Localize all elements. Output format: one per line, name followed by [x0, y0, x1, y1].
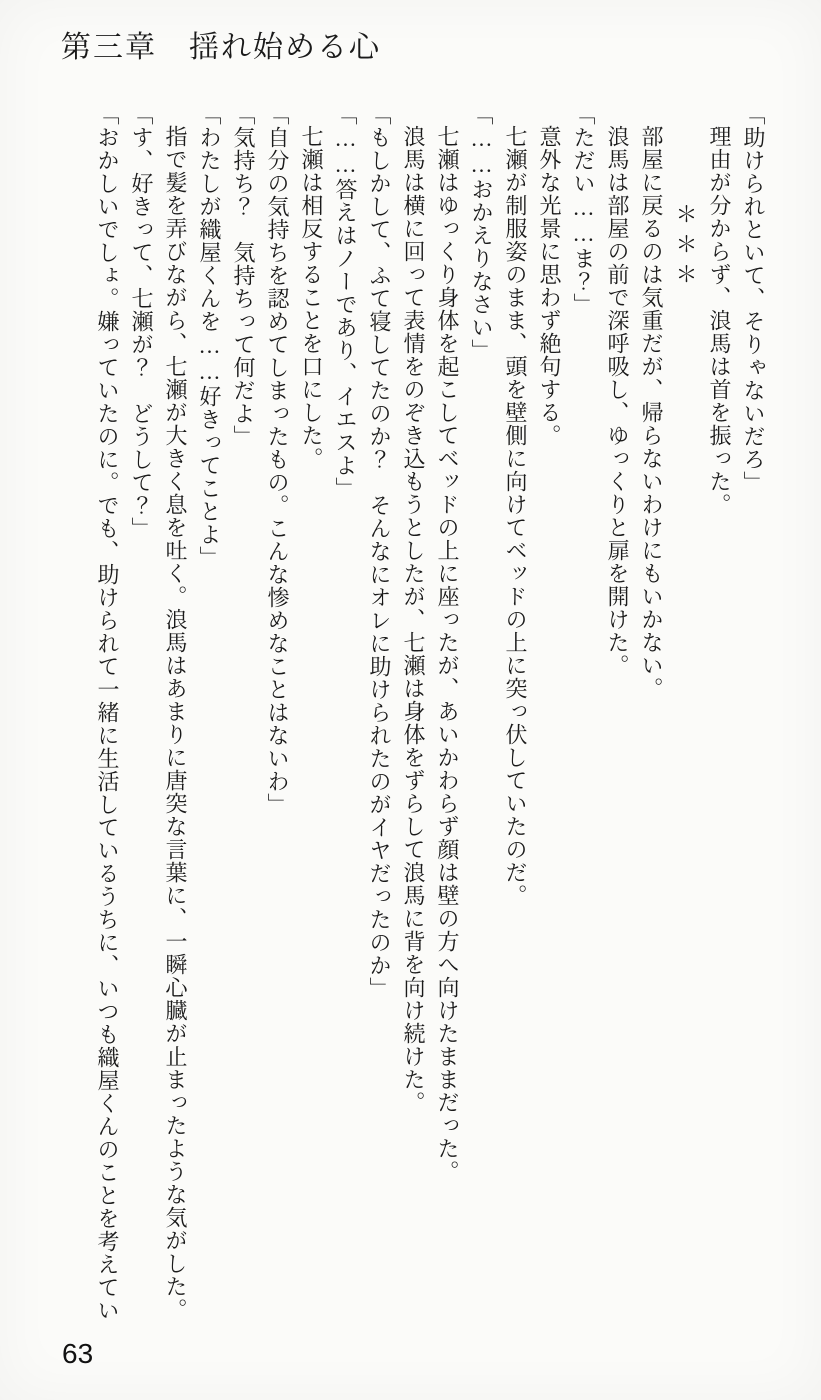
- text-column: 七瀬は相反することを口にした。: [299, 125, 324, 470]
- section-separator: ＊＊＊: [673, 203, 698, 293]
- page-number: 63: [62, 1338, 94, 1369]
- text-column: 理由が分からず、浪馬は首を振った。: [707, 125, 732, 516]
- text-column: 浪馬は部屋の前で深呼吸し、ゆっくりと扉を開けた。: [605, 125, 630, 677]
- text-column: 「……おかえりなさい」: [469, 103, 494, 362]
- text-column: 「もしかして、ふて寝してたのか？ そんなにオレに助けられたのがイヤだったのか」: [367, 103, 392, 1000]
- body-text: [90, 103, 770, 1331]
- text-column: 七瀬はゆっくり身体を起こしてベッドの上に座ったが、あいかわらず顔は壁の方へ向けたままだった。: [435, 125, 460, 1183]
- text-column: 浪馬は横に回って表情をのぞき込もうとしたが、七瀬は身体をずらして浪馬に背を向け続けた。: [401, 125, 426, 1114]
- text-column: 「おかしいでしょ。嫌っていたのに。でも、助けられて一緒に生活しているうちに、いつも織屋くんのことを考えてい: [95, 103, 120, 1322]
- text-column: 「……答えはノーであり、イエスよ」: [333, 103, 358, 500]
- text-column: 「ただい……ま？」: [571, 103, 596, 316]
- text-column: 意外な光景に思わず絶句する。: [537, 125, 562, 447]
- text-column: 「助けられといて、そりゃないだろ」: [741, 103, 766, 494]
- text-column: 指で髪を弄びながら、七瀬が大きく息を吐く。浪馬はあまりに唐突な言葉に、一瞬心臓が止まったような気がした。: [163, 125, 188, 1321]
- text-column: 「気持ち？ 気持ちって何だよ」: [231, 103, 256, 448]
- text-column: 「す、好きって、七瀬が？ どうして？」: [129, 103, 154, 540]
- text-column: 七瀬が制服姿のまま、頭を壁側に向けてベッドの上に突っ伏していたのだ。: [503, 125, 528, 907]
- text-column: 「自分の気持ちを認めてしまったもの。こんな惨めなことはないわ」: [265, 103, 290, 816]
- text-column: 部屋に戻るのは気重だが、帰らないわけにもいかない。: [639, 125, 664, 700]
- chapter-title: 第三章 揺れ始める心: [61, 31, 381, 64]
- text-column: 「わたしが織屋くんを……好きってことよ」: [197, 103, 222, 569]
